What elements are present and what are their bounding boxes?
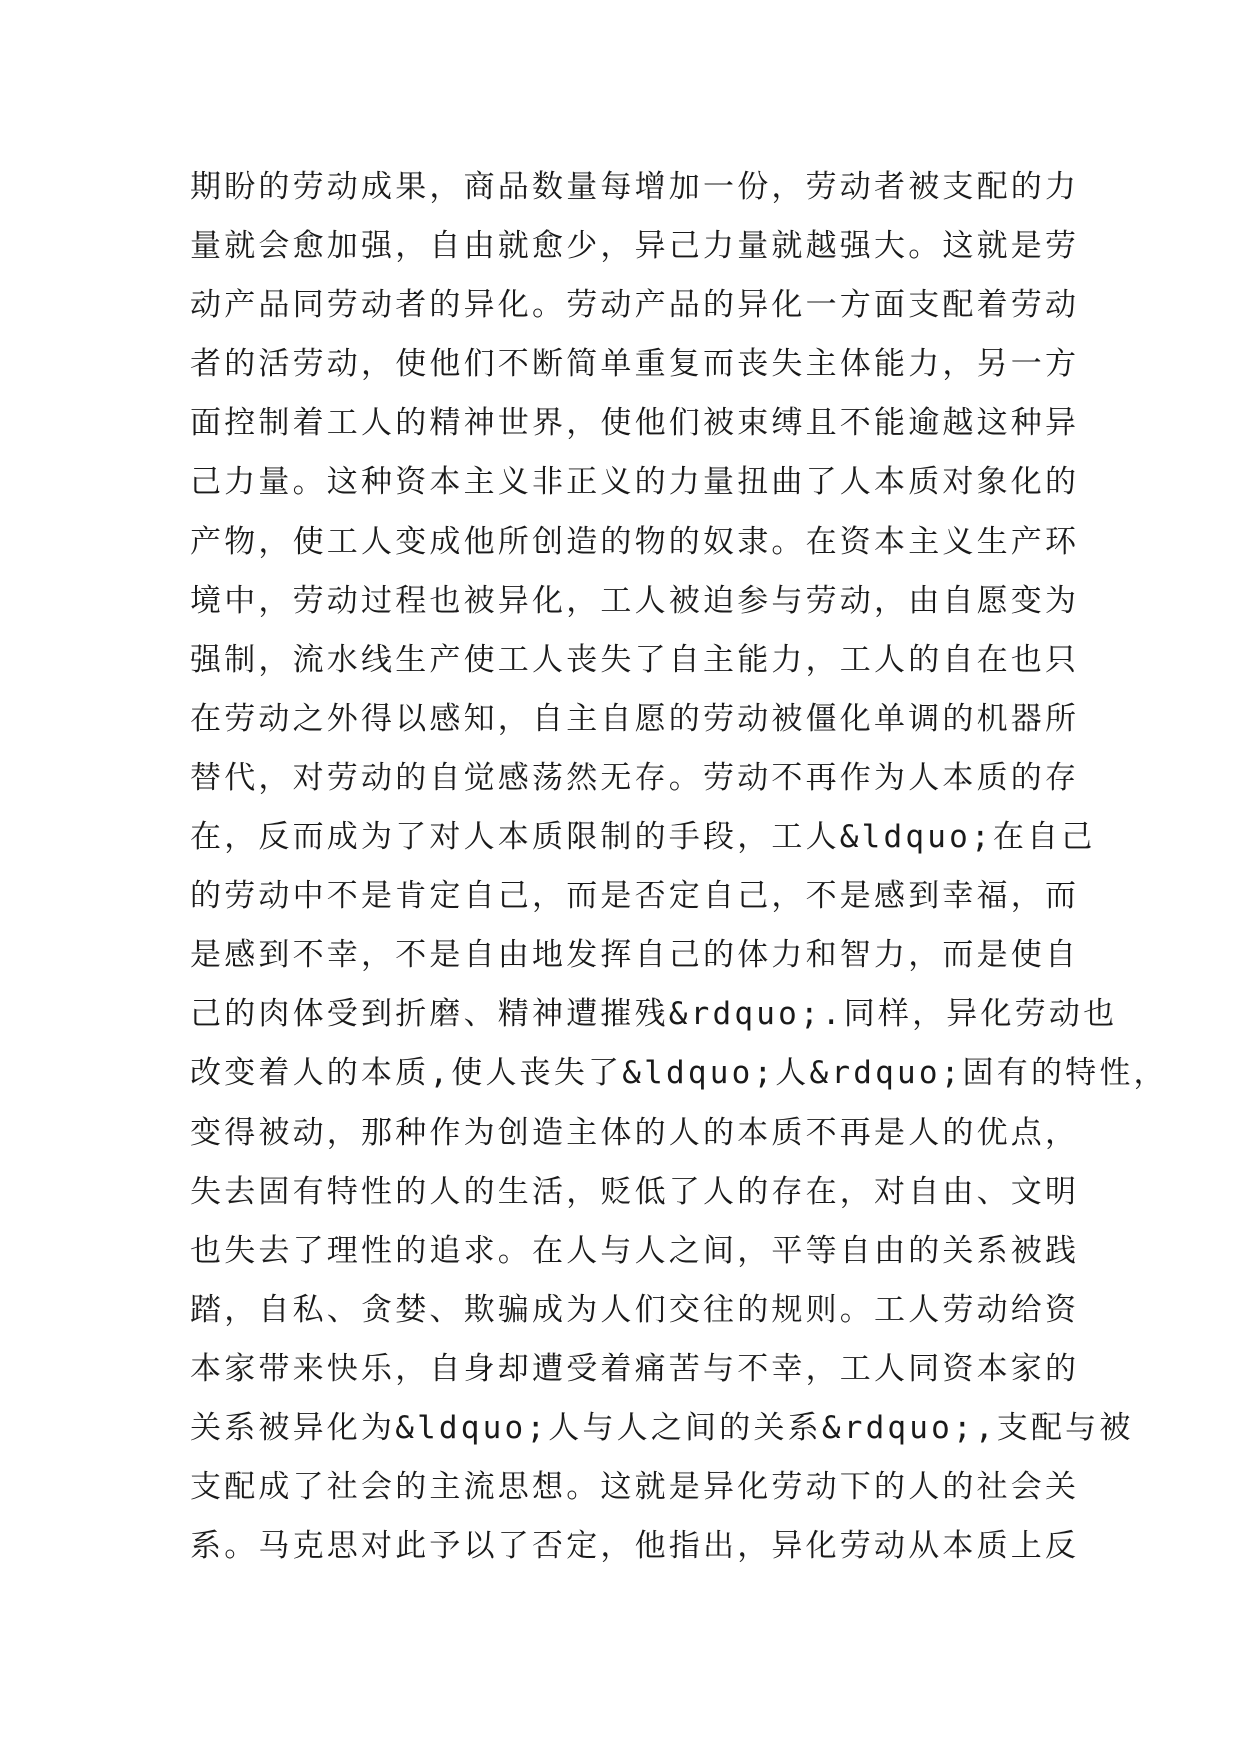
text-line: 改变着人的本质,使人丧失了&ldquo;人&rdquo;固有的特性， xyxy=(190,1055,1168,1092)
text-line: 境中，劳动过程也被异化，工人被迫参与劳动，由自愿变为 xyxy=(190,582,1080,619)
text-line: 失去固有特性的人的生活，贬低了人的存在，对自由、文明 xyxy=(190,1173,1080,1210)
text-line: 己力量。这种资本主义非正义的力量扭曲了人本质对象化的 xyxy=(190,464,1080,501)
text-line: 者的活劳动，使他们不断简单重复而丧失主体能力，另一方 xyxy=(190,346,1080,383)
text-line: 面控制着工人的精神世界，使他们被束缚且不能逾越这种异 xyxy=(190,405,1080,442)
text-line: 产物，使工人变成他所创造的物的奴隶。在资本主义生产环 xyxy=(190,523,1080,560)
text-line: 替代，对劳动的自觉感荡然无存。劳动不再作为人本质的存 xyxy=(190,759,1080,796)
text-line: 也失去了理性的追求。在人与人之间，平等自由的关系被践 xyxy=(190,1232,1080,1269)
text-line: 在，反而成为了对人本质限制的手段，工人&ldquo;在自己 xyxy=(190,819,1096,856)
body-text xyxy=(190,158,1168,1576)
text-line: 在劳动之外得以感知，自主自愿的劳动被僵化单调的机器所 xyxy=(190,700,1080,737)
text-line: 期盼的劳动成果，商品数量每增加一份，劳动者被支配的力 xyxy=(190,169,1080,205)
text-line: 己的肉体受到折磨、精神遭摧残&rdquo;.同样，异化劳动也 xyxy=(190,996,1118,1033)
text-line: 系。马克思对此予以了否定，他指出，异化劳动从本质上反 xyxy=(190,1528,1080,1565)
text-line: 踏，自私、贪婪、欺骗成为人们交往的规则。工人劳动给资 xyxy=(190,1291,1080,1328)
text-line: 强制，流水线生产使工人丧失了自主能力，工人的自在也只 xyxy=(190,641,1080,678)
text-line: 关系被异化为&ldquo;人与人之间的关系&rdquo;,支配与被 xyxy=(190,1409,1134,1446)
text-line: 动产品同劳动者的异化。劳动产品的异化一方面支配着劳动 xyxy=(190,287,1080,324)
text-line: 量就会愈加强，自由就愈少，异己力量就越强大。这就是劳 xyxy=(190,228,1080,265)
text-line: 是感到不幸，不是自由地发挥自己的体力和智力，而是使自 xyxy=(190,937,1080,974)
text-line: 变得被动，那种作为创造主体的人的本质不再是人的优点， xyxy=(190,1114,1080,1151)
text-line: 本家带来快乐，自身却遭受着痛苦与不幸，工人同资本家的 xyxy=(190,1350,1080,1387)
text-line: 的劳动中不是肯定自己，而是否定自己，不是感到幸福，而 xyxy=(190,878,1080,915)
text-line: 支配成了社会的主流思想。这就是异化劳动下的人的社会关 xyxy=(190,1469,1080,1506)
